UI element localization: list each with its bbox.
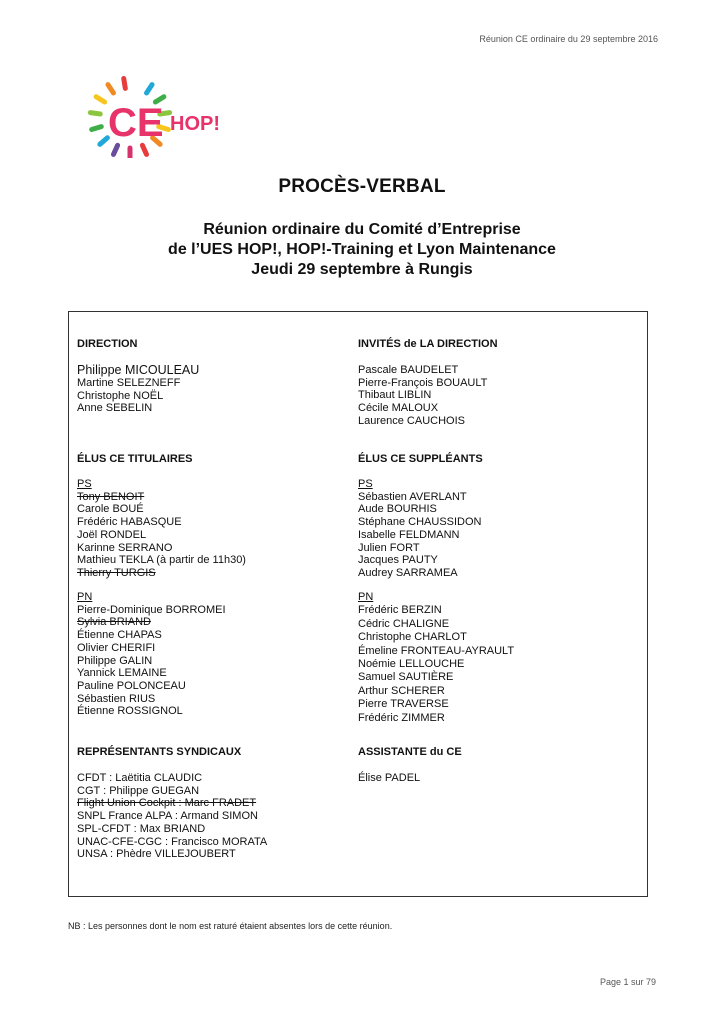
direction-list bbox=[77, 363, 199, 415]
list-item: Joël RONDEL bbox=[77, 528, 147, 541]
list-item: Sébastien AVERLANT bbox=[358, 490, 467, 503]
list-item: Cédric CHALIGNE bbox=[358, 617, 450, 630]
list-item: Sébastien RIUS bbox=[77, 692, 156, 705]
list-item: Olivier CHERIFI bbox=[77, 641, 156, 654]
logo-ray bbox=[124, 78, 126, 88]
logo-ray bbox=[90, 113, 100, 114]
titulaires-ps-list bbox=[77, 478, 246, 580]
logo-ray bbox=[113, 145, 117, 154]
suppleants-heading: ÉLUS CE SUPPLÉANTS bbox=[358, 453, 483, 465]
list-item: UNAC-CFE-CGC : Francisco MORATA bbox=[77, 835, 268, 848]
list-item: Martine SELEZNEFF bbox=[77, 377, 181, 389]
list-item: Élise PADEL bbox=[358, 772, 421, 784]
logo-ray bbox=[142, 145, 146, 154]
suppleants-ps-list bbox=[358, 478, 482, 580]
logo-text-hop: HOP! bbox=[170, 113, 220, 135]
list-item: Christophe NOËL bbox=[77, 389, 164, 402]
list-item: Tony BENOIT bbox=[77, 490, 145, 503]
list-item: Pierre-Dominique BORROMEI bbox=[77, 603, 226, 616]
list-item: Étienne ROSSIGNOL bbox=[77, 705, 183, 718]
page-title: PROCÈS-VERBAL bbox=[278, 176, 446, 197]
list-item: SPL-CFDT : Max BRIAND bbox=[77, 822, 206, 835]
assistante-heading: ASSISTANTE du CE bbox=[358, 746, 462, 758]
logo-text-ce: CE bbox=[108, 101, 164, 145]
subtitle-line-2: de l’UES HOP!, HOP!-Training et Lyon Maintenance bbox=[168, 241, 556, 258]
list-item: Flight Union Cockpit : Marc FRADET bbox=[77, 797, 257, 810]
list-item: Stéphane CHAUSSIDON bbox=[358, 516, 482, 529]
list-item: CGT : Philippe GUEGAN bbox=[77, 784, 200, 797]
list-item: Noémie LELLOUCHE bbox=[358, 658, 465, 671]
list-item: Pascale BAUDELET bbox=[358, 364, 459, 376]
list-item: Thibaut LIBLIN bbox=[358, 389, 432, 402]
list-item: Mathieu TEKLA (à partir de 11h30) bbox=[77, 554, 246, 567]
titulaires-pn-list bbox=[77, 591, 226, 718]
list-item: Christophe CHARLOT bbox=[358, 631, 467, 644]
invites-list bbox=[358, 364, 487, 428]
ps-label: PS bbox=[77, 478, 92, 490]
ce-hop-logo bbox=[84, 76, 244, 158]
list-item: Philippe GALIN bbox=[77, 654, 153, 667]
pn-label: PN bbox=[358, 591, 374, 603]
list-item: SNPL France ALPA : Armand SIMON bbox=[77, 810, 258, 823]
list-item: Pierre-François BOUAULT bbox=[358, 376, 488, 389]
list-item: Aude BOURHIS bbox=[358, 503, 437, 516]
list-item: Frédéric ZIMMER bbox=[358, 711, 445, 724]
ps-label: PS bbox=[358, 478, 373, 490]
logo-ray bbox=[100, 138, 108, 145]
list-item: Étienne CHAPAS bbox=[77, 629, 162, 642]
assistante-list bbox=[358, 772, 420, 785]
direction-heading: DIRECTION bbox=[77, 338, 138, 350]
absence-note: NB : Les personnes dont le nom est raturé étaient absentes lors de cette réunion. bbox=[68, 921, 393, 931]
list-item: Arthur SCHERER bbox=[358, 684, 445, 697]
page-number: Page 1 sur 79 bbox=[599, 977, 656, 987]
list-item: CFDT : Laëtitia CLAUDIC bbox=[77, 772, 203, 784]
subtitle-line-3: Jeudi 29 septembre à Rungis bbox=[251, 261, 473, 278]
list-item: Laurence CAUCHOIS bbox=[358, 414, 465, 427]
list-item: Émeline FRONTEAU-AYRAULT bbox=[358, 644, 515, 657]
logo-ray bbox=[96, 97, 104, 102]
list-item: Pierre TRAVERSE bbox=[358, 698, 449, 711]
logo-ray bbox=[108, 85, 114, 93]
list-item: Frédéric HABASQUE bbox=[77, 516, 182, 529]
invites-heading: INVITÉS de LA DIRECTION bbox=[358, 338, 498, 350]
syndicaux-heading: REPRÉSENTANTS SYNDICAUX bbox=[77, 746, 242, 758]
subtitle-line-1: Réunion ordinaire du Comité d’Entreprise bbox=[203, 221, 521, 238]
page-subtitle bbox=[0, 220, 724, 280]
list-item: Cécile MALOUX bbox=[358, 402, 439, 415]
titulaires-heading: ÉLUS CE TITULAIRES bbox=[77, 453, 193, 465]
list-item: Thierry TURGIS bbox=[77, 566, 156, 579]
list-item: Audrey SARRAMEA bbox=[358, 566, 458, 579]
pn-label: PN bbox=[77, 591, 93, 603]
logo-ray bbox=[92, 127, 102, 130]
logo-ray bbox=[147, 85, 153, 93]
attendance-box bbox=[68, 311, 648, 897]
list-item: Yannick LEMAINE bbox=[77, 667, 167, 680]
header-note: Réunion CE ordinaire du 29 septembre 2016 bbox=[479, 34, 658, 44]
list-item: Julien FORT bbox=[358, 541, 420, 554]
list-item: Philippe MICOULEAU bbox=[77, 363, 200, 377]
list-item: Sylvia BRIAND bbox=[77, 616, 151, 629]
list-item: Frédéric BERZIN bbox=[358, 604, 442, 617]
list-item: UNSA : Phèdre VILLEJOUBERT bbox=[77, 848, 236, 861]
list-item: Samuel SAUTIÈRE bbox=[358, 671, 454, 684]
list-item: Anne SEBELIN bbox=[77, 402, 153, 415]
suppleants-pn-list bbox=[358, 591, 514, 725]
syndicaux-list bbox=[77, 772, 267, 861]
list-item: Pauline POLONCEAU bbox=[77, 679, 186, 692]
list-item: Carole BOUÉ bbox=[77, 503, 144, 516]
list-item: Isabelle FELDMANN bbox=[358, 528, 460, 541]
list-item: Karinne SERRANO bbox=[77, 541, 173, 554]
list-item: Jacques PAUTY bbox=[358, 554, 438, 567]
